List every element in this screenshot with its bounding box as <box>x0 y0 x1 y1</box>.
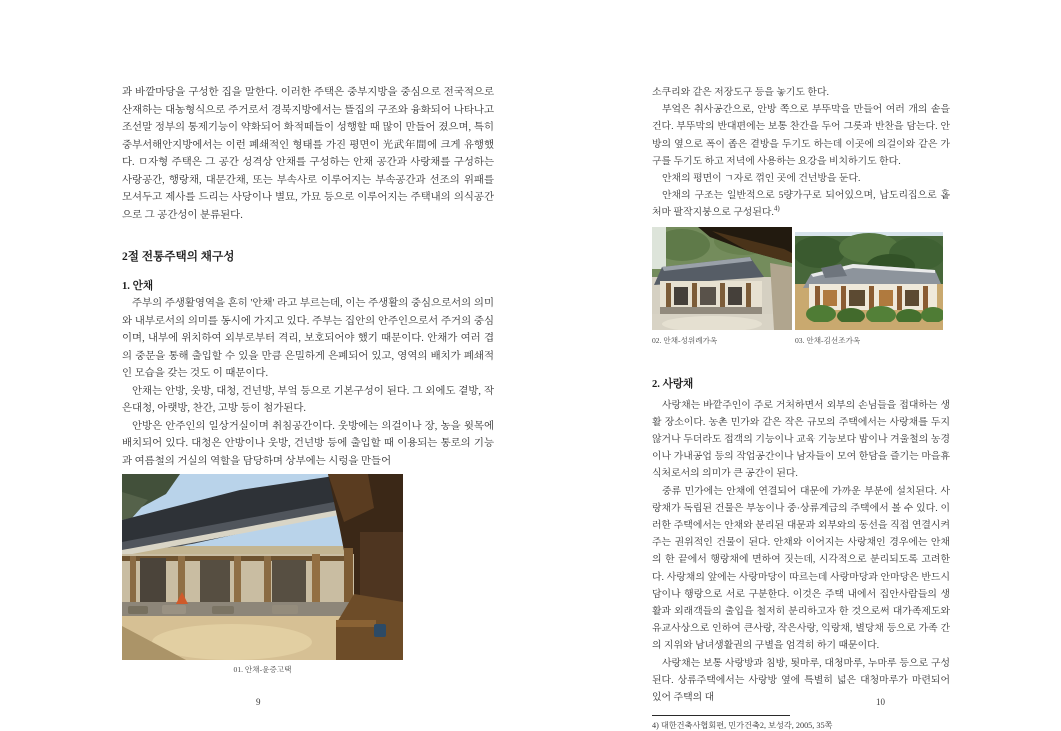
footnote-reference: 4) <box>773 205 780 214</box>
hanok-courtyard-photo <box>122 474 403 660</box>
photo3-caption: 03. 안채-김선조가옥 <box>795 335 861 345</box>
photo1-caption: 01. 안채-윤증고택 <box>233 665 292 674</box>
photo-anchae-seongwirye <box>652 227 792 330</box>
section-heading: 2절 전통주택의 채구성 <box>122 250 235 263</box>
geonneonbang-paragraph: 안채의 평면이 ㄱ자로 꺾인 곳에 건넌방을 둔다. <box>662 173 861 185</box>
anchae-paragraph-1: 주부의 주생활영역을 흔히 '안채' 라고 부르는데, 이는 주생활의 중심으로서의 의미와 내부로서의 의미를 동시에 가지고 있다. 주부는 집안의 안주인으로서 주거의 중심이며, 내부에 위치하여 외부로부터 격리, 보호되어야 했기 때문이다. 안채가 여러 겹의 중문을 통해 출입할 수 있을 만큼 은밀하게 은폐되어 있고, 영역의 배치가 폐쇄적인 모습을 갖는 것도 이 때문이다. <box>122 298 494 379</box>
photo-row <box>652 227 950 330</box>
kitchen-paragraph: 부엌은 취사공간으로, 안방 쪽으로 부뚜막을 만들어 여러 개의 솥을 건다. 부뚜막의 반대편에는 보통 찬간을 두어 그릇과 반찬을 담는다. 안방의 옆으로 폭이 좁은 곁방을 두기도 하는데 이곳에 의걸이와 같은 가구를 두기도 하고 저녁에 사용하는 요강을 비치하기도 한다. <box>652 104 950 167</box>
anchae-heading: 1. 안채 <box>122 281 154 292</box>
left-page-column <box>122 84 494 675</box>
structure-paragraph <box>652 187 950 221</box>
photo-anchae-yunjeung <box>122 474 494 660</box>
footnote: 4) 대한건축사협회편, 민가건축2, 보성각, 2005, 35쪽 <box>652 721 833 731</box>
footnote-divider <box>652 715 790 716</box>
sarangchae-paragraph-1: 사랑채는 바깥주인이 주로 거처하면서 외부의 손님들을 접대하는 생활 장소이다. 농촌 민가와 같은 작은 규모의 주택에서는 사랑채를 두지 않거나 두더라도 접객의 기능이나 교육 기능보다 밤이나 겨울철의 농경이나 가내공업 등의 작업공간이나 남자들이 모여 한담을 즐기는 마을휴식처로서의 의미가 큰 공간이 된다. <box>652 399 950 480</box>
page-number-left: 9 <box>256 697 261 707</box>
anchae-paragraph-3: 안방은 안주인의 일상거실이며 취침공간이다. 웃방에는 의걸이나 장, 농을 윗목에 배치되어 있다. 대청은 안방이나 웃방, 건넌방 등에 출입할 때 이용되는 통로의 기능과 여름철의 거실의 역할을 담당하며 상부에는 시렁을 만들어 <box>122 420 494 467</box>
structure-paragraph-text: 안채의 구조는 일반적으로 5량가구로 되어있으며, 납도리집으로 홑처마 팔작지붕으로 구성된다. <box>652 190 950 219</box>
photo-anchae-gimseonjo <box>795 232 943 330</box>
sarangchae-heading: 2. 사랑채 <box>652 378 694 390</box>
anchae-paragraph-2: 안채는 안방, 웃방, 대청, 건넌방, 부엌 등으로 기본구성이 된다. 그 외에도 곁방, 작은대청, 아랫방, 찬간, 고방 등이 첨가된다. <box>122 385 494 414</box>
page-number-right: 10 <box>876 697 885 707</box>
anchae-paragraph-3-continued: 소쿠리와 같은 저장도구 등을 놓기도 한다. <box>652 87 829 98</box>
sarangchae-paragraph-3: 사랑채는 보통 사랑방과 침방, 툇마루, 대청마루, 누마루 등으로 구성된다. 상류주택에서는 사랑방 옆에 특별히 넓은 대청마루가 마련되어 있어 주택의 대 <box>652 657 950 704</box>
intro-paragraph: 과 바깥마당을 구성한 집을 말한다. 이러한 주택은 중부지방을 중심으로 전국적으로 산재하는 대농형식으로 주거로서 경북지방에서는 뜰집의 구조와 융화되어 나타나고 조선말 정부의 통제기능이 약화되어 화적떼들이 성행할 때 많이 만들어 졌으며, 특히 중부서해안지방에서는 이런 폐쇄적인 형태를 가진 평면이 光武年間에 크게 유행했다. ㅁ자형 주택은 그 공간 성격상 안채를 구성하는 안채 공간과 사랑채를 구성하는 사랑공간, 행랑채, 대문간채, 또는 부속사로 이루어지는 부속공간과 선조의 위패를 모셔두고 제사를 드리는 사당이나 별묘, 가묘 등으로 이루어지는 주택내의 의식공간으로 그 공간성이 분류된다. <box>122 87 494 221</box>
photo2-caption: 02. 안채-성위례가옥 <box>652 335 718 345</box>
right-page-column <box>652 84 950 731</box>
photo-captions-row <box>652 336 950 346</box>
sarangchae-paragraph-2: 중류 민가에는 안채에 연결되어 대문에 가까운 부분에 설치된다. 사랑채가 독립된 건물은 부농이나 중·상류계급의 주택에서 볼 수 있다. 이러한 주택에서는 안채와 분리된 대문과 외부와의 동선을 직접 연결시켜주는 권위적인 건물이 된다. 안채와 이어지는 사랑채인 경우에는 안채의 한 끝에서 행랑채에 면하여 짓는데, 시각적으로 분리되도록 고려한다. 사랑채의 앞에는 사랑마당이 따르는데 사랑마당과 안마당은 반드시 담이나 행랑으로 서로 구분한다. 이것은 주택 내에서 집안사람들의 생활과 외래객들의 출입을 철저히 분리하고자 한 것으로써 대가족제도와 유교사상으로 인하여 큰사랑, 작은사랑, 익랑채, 별당채 등으로 가족 간의 지위와 남녀생활권의 구별을 엄격히 하기 때문이다. <box>652 485 950 652</box>
